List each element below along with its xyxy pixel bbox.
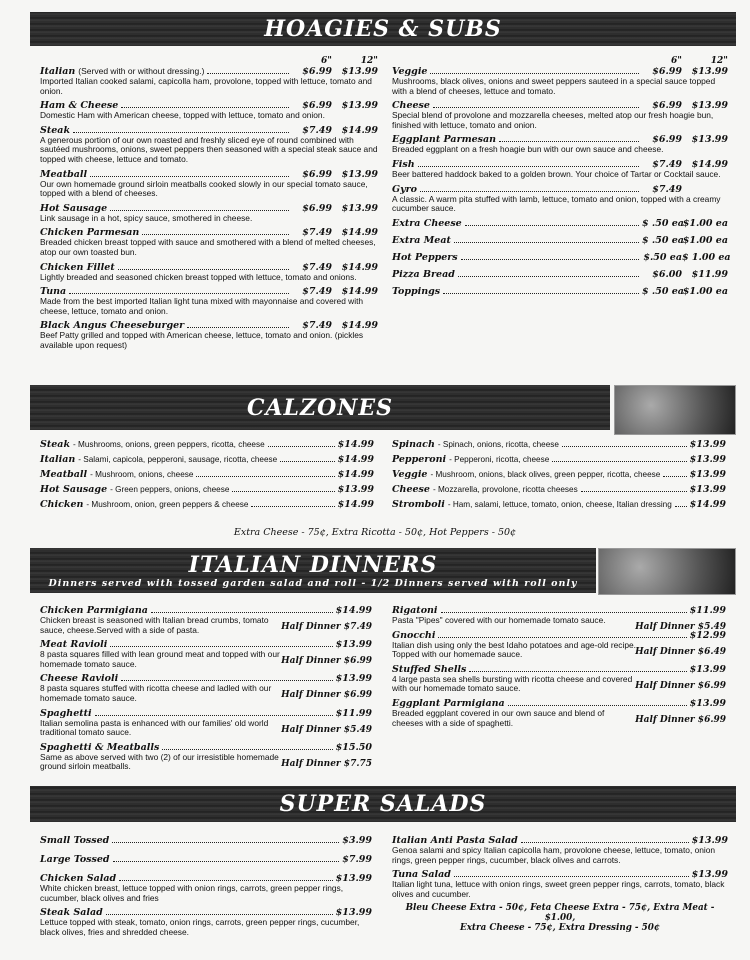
- menu-item: [40, 907, 372, 937]
- calzone-row: [392, 455, 726, 465]
- menu-item: [392, 269, 728, 280]
- dot-leader: [95, 715, 333, 716]
- item-name: Veggie: [392, 469, 428, 480]
- item-name: Cheese: [392, 100, 430, 112]
- item-name: Black Angus Cheeseburger: [40, 320, 185, 332]
- item-name: Meat Ravioli: [40, 639, 108, 651]
- calzone-row: [392, 485, 726, 495]
- item-description: 8 pasta squares filled with lean ground meat and topped with our homemade tomato sauce.: [40, 649, 280, 669]
- item-description: Breaded chicken breast topped with sauce and smothered with a blend of melted cheeses, atop our own toasted bun.: [40, 237, 376, 257]
- size-12-label-right: 12": [710, 56, 728, 66]
- menu-item: [40, 854, 372, 865]
- item-description: Breaded eggplant covered in our own sauce and blend of cheeses with a side of spaghetti.: [392, 707, 605, 728]
- item-name: Meatball: [40, 469, 88, 480]
- half-dinner-price: Half Dinner $6.99: [635, 680, 726, 691]
- dinners-right-column: [392, 605, 726, 732]
- calzone-item: [392, 455, 726, 465]
- half-dinner-wrap: [635, 641, 726, 659]
- price-6-inch: $ .50 ea: [642, 217, 684, 229]
- price-12-inch: $13.99: [341, 100, 378, 112]
- item-name: Small Tossed: [40, 835, 110, 846]
- item-description: Same as above served with two (2) of our irresistible homemade ground sirloin meatballs.: [40, 751, 279, 772]
- item-price: $13.99: [335, 639, 372, 651]
- dot-leader: [420, 191, 639, 192]
- item-description: Italian semolina pasta is enhanced with our families' old world traditional tomato sauce.: [40, 717, 269, 738]
- calzone-photo: [614, 385, 736, 435]
- price-6-inch: $7.49: [302, 320, 332, 332]
- item-name: Spaghetti & Meatballs: [40, 741, 160, 753]
- price-12-inch: $14.99: [341, 320, 378, 332]
- salads-right-column: [392, 835, 728, 933]
- half-dinner-price: Half Dinner $6.99: [635, 714, 726, 725]
- dot-leader: [162, 749, 332, 750]
- item-name: Chicken Parmigiana: [40, 605, 148, 616]
- menu-item: [40, 66, 378, 96]
- dot-leader: [562, 446, 687, 447]
- item-ingredients: - Pepperoni, ricotta, cheese: [449, 455, 550, 464]
- item-description: Italian light tuna, lettuce with onion rings, sweet green pepper rings, carrots, tomato, black olives and cucumber.: [392, 879, 725, 899]
- calzone-row: [392, 500, 726, 510]
- item-name: Large Tossed: [40, 854, 110, 865]
- dot-leader: [69, 293, 289, 294]
- item-ingredients: - Salami, capicola, pepperoni, sausage, ricotta, cheese: [78, 455, 278, 464]
- dot-leader: [106, 914, 333, 915]
- item-name: Extra Meat: [392, 234, 451, 246]
- menu-item-row: [392, 630, 726, 641]
- half-dinner-wrap: [281, 684, 372, 702]
- item-name: Eggplant Parmesan: [392, 134, 497, 146]
- price-6-inch: $7.49: [652, 158, 682, 170]
- hoagies-banner: [30, 12, 736, 46]
- dot-leader: [675, 506, 687, 507]
- dot-leader: [118, 269, 289, 270]
- item-price: $13.99: [689, 454, 726, 465]
- dot-leader: [443, 293, 639, 294]
- menu-item: [392, 134, 728, 155]
- item-description: Mushrooms, black olives, onions and sweet peppers sauteed in a special sauce topped with a blend of cheeses, lettuce and tomato.: [392, 76, 716, 96]
- item-name: Pizza Bread: [392, 268, 455, 280]
- item-name: Spaghetti: [40, 707, 92, 719]
- item-name: Pepperoni: [392, 454, 447, 465]
- price-6-inch: $6.00: [652, 268, 682, 280]
- item-description: Special blend of provolone and mozzarella cheeses, melted atop our fresh hoagie bun, finished with lettuce, tomato and onion.: [392, 110, 714, 130]
- item-description: White chicken breast, lettuce topped with onion rings, carrots, green pepper rings, cucumber, black olives and fries: [40, 883, 344, 903]
- dot-leader: [119, 880, 333, 881]
- hoagies-right-column: [392, 56, 731, 303]
- item-name: Spinach: [392, 439, 435, 450]
- item-name: Stuffed Shells: [392, 663, 467, 675]
- half-dinner-wrap: [281, 650, 372, 668]
- half-dinner-price: Half Dinner $5.49: [281, 724, 372, 735]
- half-dinner-wrap: [635, 675, 726, 693]
- menu-item: [40, 169, 378, 199]
- hoagies-left-column: [40, 56, 378, 355]
- item-name: Tuna: [40, 286, 67, 298]
- item-name: Veggie: [392, 66, 428, 77]
- item-name: Steak: [40, 124, 71, 136]
- item-description: A classic. A warm pita stuffed with lamb, lettuce, tomato and onion, topped with a creamy cucumber sauce.: [392, 193, 721, 214]
- dinners-title: ITALIAN DINNERS: [188, 552, 438, 578]
- price-12-inch: $13.99: [341, 202, 378, 214]
- calzones-left-column: [40, 440, 374, 515]
- item-price: $13.99: [689, 663, 726, 675]
- item-price: $13.99: [691, 835, 728, 846]
- price-6-inch: $ .50 ea: [642, 285, 684, 297]
- menu-item-row: [40, 262, 378, 273]
- menu-item: [392, 66, 728, 96]
- item-name: Ham & Cheese: [40, 100, 119, 112]
- menu-item: [392, 251, 731, 263]
- item-name: Extra Cheese: [392, 217, 462, 229]
- menu-item: [392, 698, 726, 728]
- calzones-extras-note: Extra Cheese - 75¢, Extra Ricotta - 50¢, Hot Peppers - 50¢: [233, 527, 517, 538]
- hoagies-size-header: [40, 56, 378, 66]
- price-6-inch: $7.49: [302, 261, 332, 273]
- item-ingredients: - Mushrooms, onions, green peppers, ricotta, cheese: [73, 440, 265, 449]
- item-name: Steak Salad: [40, 907, 103, 919]
- menu-item: [40, 873, 372, 903]
- dot-leader: [121, 680, 332, 681]
- size-6-label: 6": [321, 56, 332, 66]
- item-ingredients: - Mozzarella, provolone, ricotta cheeses: [432, 485, 578, 494]
- half-dinner-price: Half Dinner $7.49: [281, 622, 372, 632]
- salads-extras-note-1: Bleu Cheese Extra - 50¢, Feta Cheese Extra - 75¢, Extra Meat - $1.00,: [405, 903, 715, 924]
- price-6-inch: $6.99: [302, 202, 332, 214]
- item-description: Imported Italian cooked salami, capicolla ham, provolone, topped with lettuce, tomato and onion.: [40, 76, 372, 96]
- price-12-inch: $ 1.00 ea: [682, 251, 731, 263]
- item-name: Rigatoni: [392, 605, 438, 616]
- size-6-label-right: 6": [671, 56, 682, 66]
- item-price: $13.99: [335, 907, 372, 919]
- dot-leader: [454, 876, 689, 877]
- salads-left-column: [40, 835, 372, 941]
- calzone-item: [40, 500, 374, 510]
- dot-leader: [113, 861, 340, 862]
- calzone-row: [392, 440, 726, 450]
- half-dinner-price: Half Dinner $7.75: [281, 758, 372, 769]
- item-price: $11.99: [335, 707, 372, 719]
- item-price: $13.99: [335, 673, 372, 685]
- item-price: $14.99: [337, 499, 374, 510]
- half-dinner-price: Half Dinner $5.49: [635, 622, 726, 632]
- item-description: Our own homemade ground sirloin meatballs cooked slowly in our special tomato sauce, topped with a blend of cheeses.: [40, 178, 368, 199]
- menu-item: [40, 100, 378, 121]
- item-price: $14.99: [337, 454, 374, 465]
- calzone-item: [40, 455, 374, 465]
- item-name: Italian Anti Pasta Salad: [392, 835, 518, 846]
- item-description: Made from the best imported Italian light tuna mixed with mayonnaise and covered with cheese, lettuce, tomato and onion.: [40, 296, 364, 316]
- dot-leader: [121, 107, 289, 108]
- item-description: Pasta "Pipes" covered with our homemade tomato sauce.: [392, 615, 606, 625]
- calzone-item: [392, 500, 726, 510]
- item-note: (Served with or without dressing.): [78, 66, 205, 76]
- item-price: $13.99: [691, 869, 728, 881]
- half-dinner-wrap: [281, 753, 372, 771]
- dot-leader: [581, 491, 687, 492]
- calzone-item: [392, 470, 726, 480]
- salads-title: SUPER SALADS: [279, 791, 487, 817]
- item-price: $14.99: [335, 605, 372, 616]
- item-description: Genoa salami and spicy Italian capicolla ham, provolone cheese, lettuce, tomato, onion rings, green pepper rings, cucumber, black olives and carrots.: [392, 845, 716, 865]
- price-12-inch: $14.99: [341, 227, 378, 239]
- price-12-inch: $13.99: [341, 66, 378, 77]
- dot-leader: [280, 461, 334, 462]
- item-price: $13.99: [689, 697, 726, 709]
- dot-leader: [433, 107, 639, 108]
- item-name: Eggplant Parmigiana: [392, 697, 505, 709]
- item-name: Chicken: [40, 499, 84, 510]
- item-name: Chicken Fillet: [40, 261, 115, 273]
- item-name: Cheese: [392, 484, 430, 495]
- item-ingredients: - Green peppers, onions, cheese: [110, 485, 230, 494]
- item-description: Domestic Ham with American cheese, topped with lettuce, tomato and onion.: [40, 110, 325, 121]
- calzone-row: [392, 470, 726, 480]
- menu-item: [392, 869, 728, 899]
- price-12-inch: $13.99: [341, 168, 378, 180]
- item-description: Breaded eggplant on a fresh hoagie bun with our own sauce and cheese.: [392, 144, 664, 155]
- menu-item: [40, 286, 378, 316]
- menu-item: [392, 286, 728, 297]
- menu-item: [392, 835, 728, 865]
- menu-item-row: [392, 269, 728, 280]
- half-dinner-wrap: [635, 709, 726, 727]
- dot-leader: [110, 646, 332, 647]
- item-price: $11.99: [689, 605, 726, 616]
- calzone-item: [40, 440, 374, 450]
- item-price: $14.99: [337, 469, 374, 480]
- dot-leader: [112, 842, 339, 843]
- half-dinner-price: Half Dinner $6.49: [635, 646, 726, 657]
- dinner-photo: [598, 548, 736, 595]
- item-description: Beer battered haddock baked to a golden brown. Your choice of Tartar or Cocktail sauce.: [392, 168, 721, 179]
- item-name: Hot Peppers: [392, 251, 458, 263]
- menu-item: [40, 605, 372, 635]
- item-description: Chicken breast is seasoned with Italian bread crumbs, tomato sauce, cheese.Served with a side of pasta.: [40, 615, 269, 635]
- calzones-banner: [30, 385, 610, 430]
- item-ingredients: - Mushroom, onions, black olives, green pepper, ricotta, cheese: [430, 470, 661, 479]
- item-price: $12.99: [689, 629, 726, 641]
- menu-item-row: [392, 218, 728, 229]
- dot-leader: [465, 225, 639, 226]
- calzone-item: [40, 470, 374, 480]
- item-description: A generous portion of our own roasted and freshly sliced eye of round combined with sautéed mushrooms, onions, sweet peppers then seasoned with a special steak sauce and topped with cheese, lettuce and tomato.: [40, 134, 378, 164]
- menu-item: [392, 235, 728, 246]
- price-6-inch: $7.49: [302, 124, 332, 136]
- price-6-inch: $ .50 ea: [642, 234, 684, 246]
- item-name: Hot Sausage: [40, 484, 108, 495]
- price-6-inch: $6.99: [302, 168, 332, 180]
- dot-leader: [663, 476, 686, 477]
- dinners-subtitle: Dinners served with tossed garden salad and roll - 1/2 Dinners served with roll only: [48, 578, 578, 589]
- dot-leader: [508, 705, 687, 706]
- half-dinner-wrap: [281, 616, 372, 634]
- dot-leader: [454, 242, 639, 243]
- item-price: $13.99: [335, 873, 372, 884]
- dot-leader: [196, 476, 334, 477]
- dot-leader: [232, 491, 334, 492]
- calzones-right-column: [392, 440, 726, 515]
- menu-item-row: [40, 708, 372, 719]
- price-6-inch: $7.49: [302, 227, 332, 239]
- calzone-row: [40, 500, 374, 510]
- item-price: $13.99: [337, 484, 374, 495]
- item-name: Cheese Ravioli: [40, 673, 119, 685]
- dot-leader: [187, 327, 289, 328]
- calzone-row: [40, 485, 374, 495]
- item-name: Toppings: [392, 285, 441, 297]
- salads-extras-note-2: Extra Cheese - 75¢, Extra Dressing - 50¢: [459, 923, 661, 934]
- price-12-inch: $14.99: [341, 124, 378, 136]
- item-price: $3.99: [342, 835, 372, 846]
- item-ingredients: - Mushroom, onion, green peppers & cheese: [86, 500, 249, 509]
- dot-leader: [251, 506, 334, 507]
- item-name: Chicken Salad: [40, 873, 117, 884]
- menu-item: [392, 159, 728, 180]
- price-6-inch: $7.49: [302, 286, 332, 298]
- dot-leader: [469, 671, 686, 672]
- menu-item: [392, 184, 728, 214]
- price-6-inch: $6.99: [302, 66, 332, 77]
- menu-item: [392, 605, 726, 632]
- item-name: Steak: [40, 439, 71, 450]
- dot-leader: [73, 132, 289, 133]
- menu-item-row: [392, 184, 728, 195]
- price-12-inch: $14.99: [341, 286, 378, 298]
- dot-leader: [142, 234, 289, 235]
- menu-item-row: [392, 235, 728, 246]
- item-price: $13.99: [689, 484, 726, 495]
- item-name: Stromboli: [392, 499, 445, 510]
- dot-leader: [441, 612, 687, 613]
- price-12-inch: $13.99: [691, 66, 728, 77]
- dot-leader: [438, 637, 686, 638]
- item-description: 8 pasta squares stuffed with ricotta cheese and ladled with our homemade tomato sauce.: [40, 683, 272, 703]
- dot-leader: [552, 461, 686, 462]
- item-name: Fish: [392, 158, 415, 170]
- item-name: Gyro: [392, 183, 417, 195]
- item-name: Hot Sausage: [40, 202, 108, 214]
- dot-leader: [207, 73, 289, 74]
- menu-item: [392, 218, 728, 229]
- menu-item: [40, 125, 378, 165]
- menu-item: [392, 630, 726, 660]
- dot-leader: [151, 612, 333, 613]
- price-12-inch: $13.99: [691, 134, 728, 146]
- dinners-left-column: [40, 605, 372, 776]
- dot-leader: [110, 210, 289, 211]
- price-12-inch: $11.99: [691, 268, 728, 280]
- price-12-inch: $1.00 ea: [682, 234, 728, 246]
- calzones-title: CALZONES: [246, 395, 394, 421]
- item-name: Italian: [40, 454, 76, 465]
- item-price: $13.99: [689, 469, 726, 480]
- price-12-inch: $1.00 ea: [682, 217, 728, 229]
- item-description: Lightly breaded and seasoned chicken breast topped with lettuce, tomato and onions.: [40, 271, 357, 282]
- salads-banner: [30, 786, 736, 822]
- price-12-inch: $14.99: [691, 158, 728, 170]
- price-12-inch: $14.99: [341, 261, 378, 273]
- price-6-inch: $6.99: [652, 100, 682, 112]
- price-6-inch: $7.49: [652, 183, 682, 195]
- menu-item: [40, 262, 378, 283]
- half-dinner-price: Half Dinner $6.99: [281, 690, 372, 701]
- item-name: Gnocchi: [392, 629, 436, 641]
- item-price: $14.99: [337, 439, 374, 450]
- calzone-item: [392, 440, 726, 450]
- item-price: $15.50: [335, 741, 372, 753]
- dot-leader: [418, 166, 639, 167]
- item-name: Tuna Salad: [392, 869, 451, 881]
- price-6-inch: $6.99: [652, 66, 682, 77]
- item-description: 4 large pasta sea shells bursting with ricotta cheese and covered with our homemade tomato sauce.: [392, 673, 633, 694]
- item-price: $14.99: [689, 499, 726, 510]
- item-ingredients: - Ham, salami, lettuce, tomato, onion, cheese, Italian dressing: [447, 500, 672, 509]
- item-name: Italian: [40, 66, 76, 77]
- price-6-inch: $6.99: [302, 100, 332, 112]
- dot-leader: [521, 842, 689, 843]
- menu-item-row: [40, 169, 378, 180]
- dot-leader: [268, 446, 335, 447]
- hoagies-title: HOAGIES & SUBS: [264, 16, 502, 42]
- dot-leader: [430, 73, 639, 74]
- menu-item-row: [392, 286, 728, 297]
- menu-item-row: [40, 835, 372, 846]
- menu-item: [40, 203, 378, 224]
- menu-item: [40, 320, 378, 350]
- menu-item-row: [392, 251, 731, 263]
- dot-leader: [461, 259, 639, 260]
- dot-leader: [499, 141, 639, 142]
- menu-item: [40, 708, 372, 738]
- calzone-row: [40, 470, 374, 480]
- calzone-item: [392, 485, 726, 495]
- price-12-inch: $1.00 ea: [682, 285, 728, 297]
- item-price: $7.99: [342, 854, 372, 865]
- menu-item: [40, 835, 372, 846]
- dot-leader: [458, 276, 639, 277]
- item-ingredients: - Mushroom, onions, cheese: [90, 470, 194, 479]
- price-6-inch: $.50 ea: [643, 251, 682, 263]
- size-12-label: 12": [360, 56, 378, 66]
- dot-leader: [90, 176, 289, 177]
- calzone-item: [40, 485, 374, 495]
- item-name: Chicken Parmesan: [40, 227, 140, 239]
- menu-item: [40, 227, 378, 257]
- menu-item: [392, 664, 726, 694]
- menu-item: [392, 100, 728, 130]
- price-6-inch: $6.99: [652, 134, 682, 146]
- item-description: Italian dish using only the best Idaho potatoes and age-old recipe. Topped with our homemade sauce.: [392, 639, 636, 660]
- hoagies-size-header-right: [392, 56, 728, 66]
- menu-item: [40, 639, 372, 669]
- item-description: Lettuce topped with steak, tomato, onion rings, carrots, green pepper rings, cucumber, black olives, fries and shredded cheese.: [40, 917, 360, 937]
- calzone-row: [40, 440, 374, 450]
- menu-item-row: [40, 854, 372, 865]
- item-price: $13.99: [689, 439, 726, 450]
- item-description: Link sausage in a hot, spicy sauce, smothered in cheese.: [40, 212, 253, 223]
- menu-item: [40, 673, 372, 703]
- item-name: Meatball: [40, 168, 88, 180]
- item-ingredients: - Spinach, onions, ricotta, cheese: [437, 440, 559, 449]
- menu-item: [40, 742, 372, 772]
- item-description: Beef Patty grilled and topped with American cheese, lettuce, tomato and onion. (pickles available upon request): [40, 330, 364, 350]
- calzone-row: [40, 455, 374, 465]
- price-12-inch: $13.99: [691, 100, 728, 112]
- dinners-banner: [30, 548, 596, 593]
- half-dinner-wrap: [281, 719, 372, 737]
- half-dinner-price: Half Dinner $6.99: [281, 656, 372, 667]
